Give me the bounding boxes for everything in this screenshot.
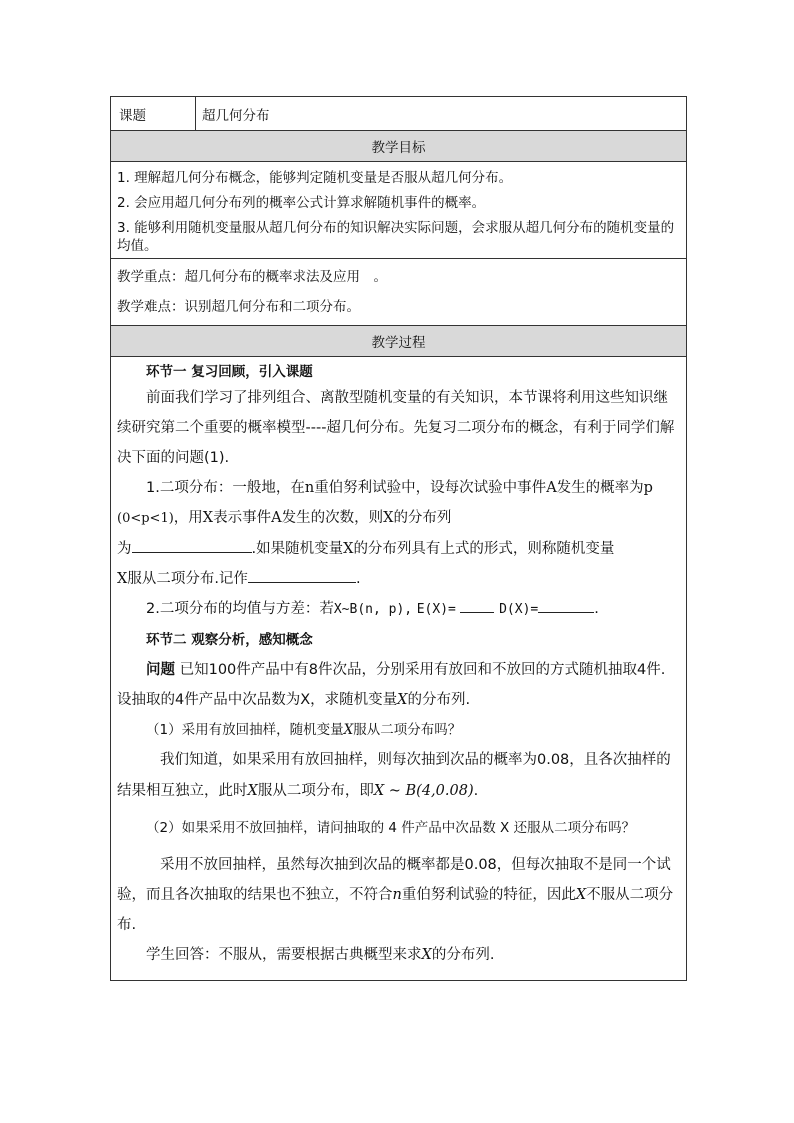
problem-label: 问题 xyxy=(146,662,175,678)
text-span: 的分布列 xyxy=(393,510,452,526)
topic-label: 课题 xyxy=(111,97,196,131)
var-A: A xyxy=(546,480,557,496)
binomial-definition xyxy=(117,473,680,534)
text-span: 服从二项分布，即 xyxy=(257,783,374,799)
binomial-notation xyxy=(117,564,680,594)
var-A: A xyxy=(271,510,282,526)
text-span: 已知100件产品中有8件次品，分别采用有放回和不放回的方式随机抽取4件. 设抽取的4件产品中次品数为X，求随机变量 xyxy=(117,662,666,708)
topic-value: 超几何分布 xyxy=(196,97,687,131)
process-cell xyxy=(111,357,687,981)
var-X: X xyxy=(202,510,214,526)
text-span: 重伯努利试验中，设每次试验中事件 xyxy=(314,480,547,496)
text-span: . xyxy=(473,783,479,799)
lesson-table xyxy=(110,96,687,981)
fill-blank[interactable] xyxy=(460,598,494,613)
text-span: 学生回答：不服从，需要根据古典概型来求 xyxy=(146,947,422,963)
goal-item: 3. 能够利用随机变量服从超几何分布的知识解决实际问题，会求服从超几何分布的随机变量的均值。 xyxy=(117,220,675,254)
var-n: n xyxy=(392,887,402,903)
answer-2 xyxy=(117,850,680,940)
var-X: X xyxy=(117,571,128,587)
text-span: 不服从二项分布. xyxy=(117,887,674,933)
process-section-header: 教学过程 xyxy=(111,326,687,357)
var-X: X xyxy=(247,783,258,799)
text-span: ，用 xyxy=(173,510,203,526)
var-X: X xyxy=(343,722,354,738)
text-span: 采用不放回抽样，虽然每次抽到次品的概率都是0.08，但每次抽取不是同一个试验，而且各次抽取的结果也不独立，不符合 xyxy=(117,857,671,903)
key-points-cell xyxy=(111,259,687,326)
text-span: 为 xyxy=(117,541,132,557)
text-span: 2.二项分布的均值与方差：若 xyxy=(146,601,334,617)
variance-label: D(X)= xyxy=(499,602,539,617)
text-span: 发生的概率为 xyxy=(556,480,644,496)
text-span: . xyxy=(355,571,361,587)
step2-title: 环节二 观察分析，感知概念 xyxy=(146,632,313,648)
formula-binomial: X ~ B(4,0.08) xyxy=(373,783,474,799)
text-span: 服从二项分布.记作 xyxy=(127,571,248,587)
question-1 xyxy=(117,715,680,745)
key-point: 教学重点：超几何分布的概率求法及应用 。 xyxy=(117,269,387,285)
text-span: 的分布列. xyxy=(431,947,495,963)
binomial-definition-cont xyxy=(117,534,680,564)
problem-statement xyxy=(117,655,680,715)
goals-cell xyxy=(111,162,687,259)
text-span: .如果随机变量 xyxy=(251,541,344,557)
fill-blank[interactable] xyxy=(538,598,594,613)
difficulty-point: 教学难点：识别超几何分布和二项分布。 xyxy=(117,299,360,315)
var-n: n xyxy=(304,480,315,496)
text-span: 的分布列. xyxy=(407,692,471,708)
binomial-expr: X~B(n, p), xyxy=(333,602,413,617)
var-X: X xyxy=(421,947,432,963)
text-span: 表示事件 xyxy=(213,510,272,526)
answer-1 xyxy=(117,745,680,807)
p-range: (0<p<1) xyxy=(117,511,174,526)
text-span: 重伯努利试验的特征，因此 xyxy=(401,887,576,903)
var-p: p xyxy=(643,480,653,496)
expectation-label: E(X)= xyxy=(416,602,456,617)
binomial-mean-variance xyxy=(117,594,680,625)
text-span: 的分布列具有上式的形式，则称随机变量 xyxy=(353,541,615,557)
step1-paragraph: 前面我们学习了排列组合、离散型随机变量的有关知识，本节课将利用这些知识继续研究第二个重要的概率模型----超几何分布。先复习二项分布的概念，有利于同学们解决下面的问题(1). xyxy=(117,390,675,466)
var-X: X xyxy=(397,692,408,708)
text-span: 发生的次数，则 xyxy=(281,510,384,526)
var-X: X xyxy=(383,510,394,526)
student-answer xyxy=(117,940,680,970)
text-span: 我们知道，如果采用有放回抽样，则每次抽到次品的概率为0.08，且各次抽样的结果相互独立，此时 xyxy=(117,752,671,799)
question-2: （2）如果采用不放回抽样，请问抽取的 4 件产品中次品数 X 还服从二项分布吗？ xyxy=(146,820,636,836)
text-span: （1）采用有放回抽样，随机变量 xyxy=(146,722,344,738)
fill-blank[interactable] xyxy=(132,538,252,553)
goal-item: 1. 理解超几何分布概念，能够判定随机变量是否服从超几何分布。 xyxy=(117,170,513,186)
text-span: 服从二项分布吗？ xyxy=(353,722,462,738)
text-span: . xyxy=(594,601,599,617)
var-X: X xyxy=(575,887,587,903)
var-X: X xyxy=(343,541,354,557)
step1-title: 环节一 复习回顾，引入课题 xyxy=(146,364,313,380)
goals-section-header: 教学目标 xyxy=(111,131,687,162)
text-span: 1.二项分布：一般地，在 xyxy=(146,480,305,496)
fill-blank[interactable] xyxy=(248,568,356,583)
topic-row xyxy=(111,97,687,131)
goal-item: 2. 会应用超几何分布列的概率公式计算求解随机事件的概率。 xyxy=(117,195,486,211)
lesson-plan xyxy=(110,96,687,981)
